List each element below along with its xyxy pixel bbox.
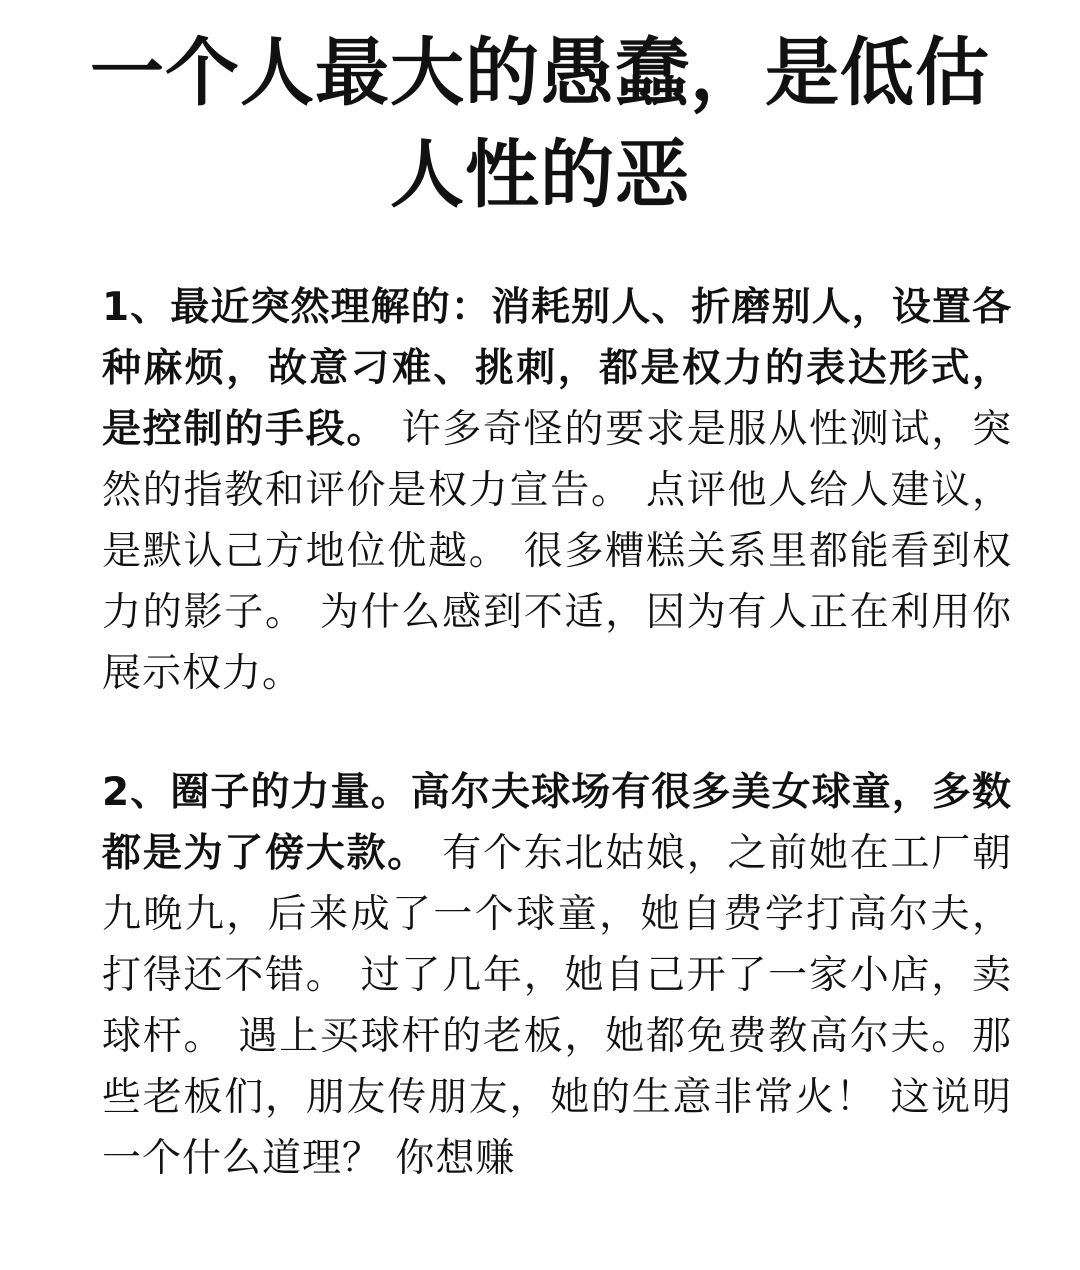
article-title	[60, 22, 1020, 226]
section-1-body-text: 许多奇怪的要求是服从性测试，突然的指教和评价是权力宣告。 点评他人给人建议，是默认己方地位优越。 很多糟糕关系里都能看到权力的影子。 为什么感到不适，因为有人正在利用你展示权力。	[102, 407, 1012, 696]
section-2-bold-text: 2、圈子的力量。高尔夫球场有很多美女球童，多数都是为了傍大款。	[102, 770, 1012, 876]
section-1-paragraph	[102, 277, 1012, 704]
section-2-paragraph	[102, 762, 1012, 1189]
title-line-2: 人性的恶	[390, 132, 690, 218]
section-2-body-text: 有个东北姑娘，之前她在工厂朝九晚九，后来成了一个球童，她自费学打高尔夫，打得还不错。 过了几年，她自己开了一家小店，卖球杆。 遇上买球杆的老板，她都免费教高尔夫。那些老板们，朋友传朋友，她的生意非常火！ 这说明一个什么道理？ 你想赚	[102, 831, 1012, 1181]
title-line-1: 一个人最大的愚蠢，是低估	[90, 30, 990, 116]
section-1-bold-text: 1、最近突然理解的：消耗别人、折磨别人，设置各种麻烦，故意刁难、挑刺，都是权力的表达形式，是控制的手段。	[102, 285, 1012, 452]
